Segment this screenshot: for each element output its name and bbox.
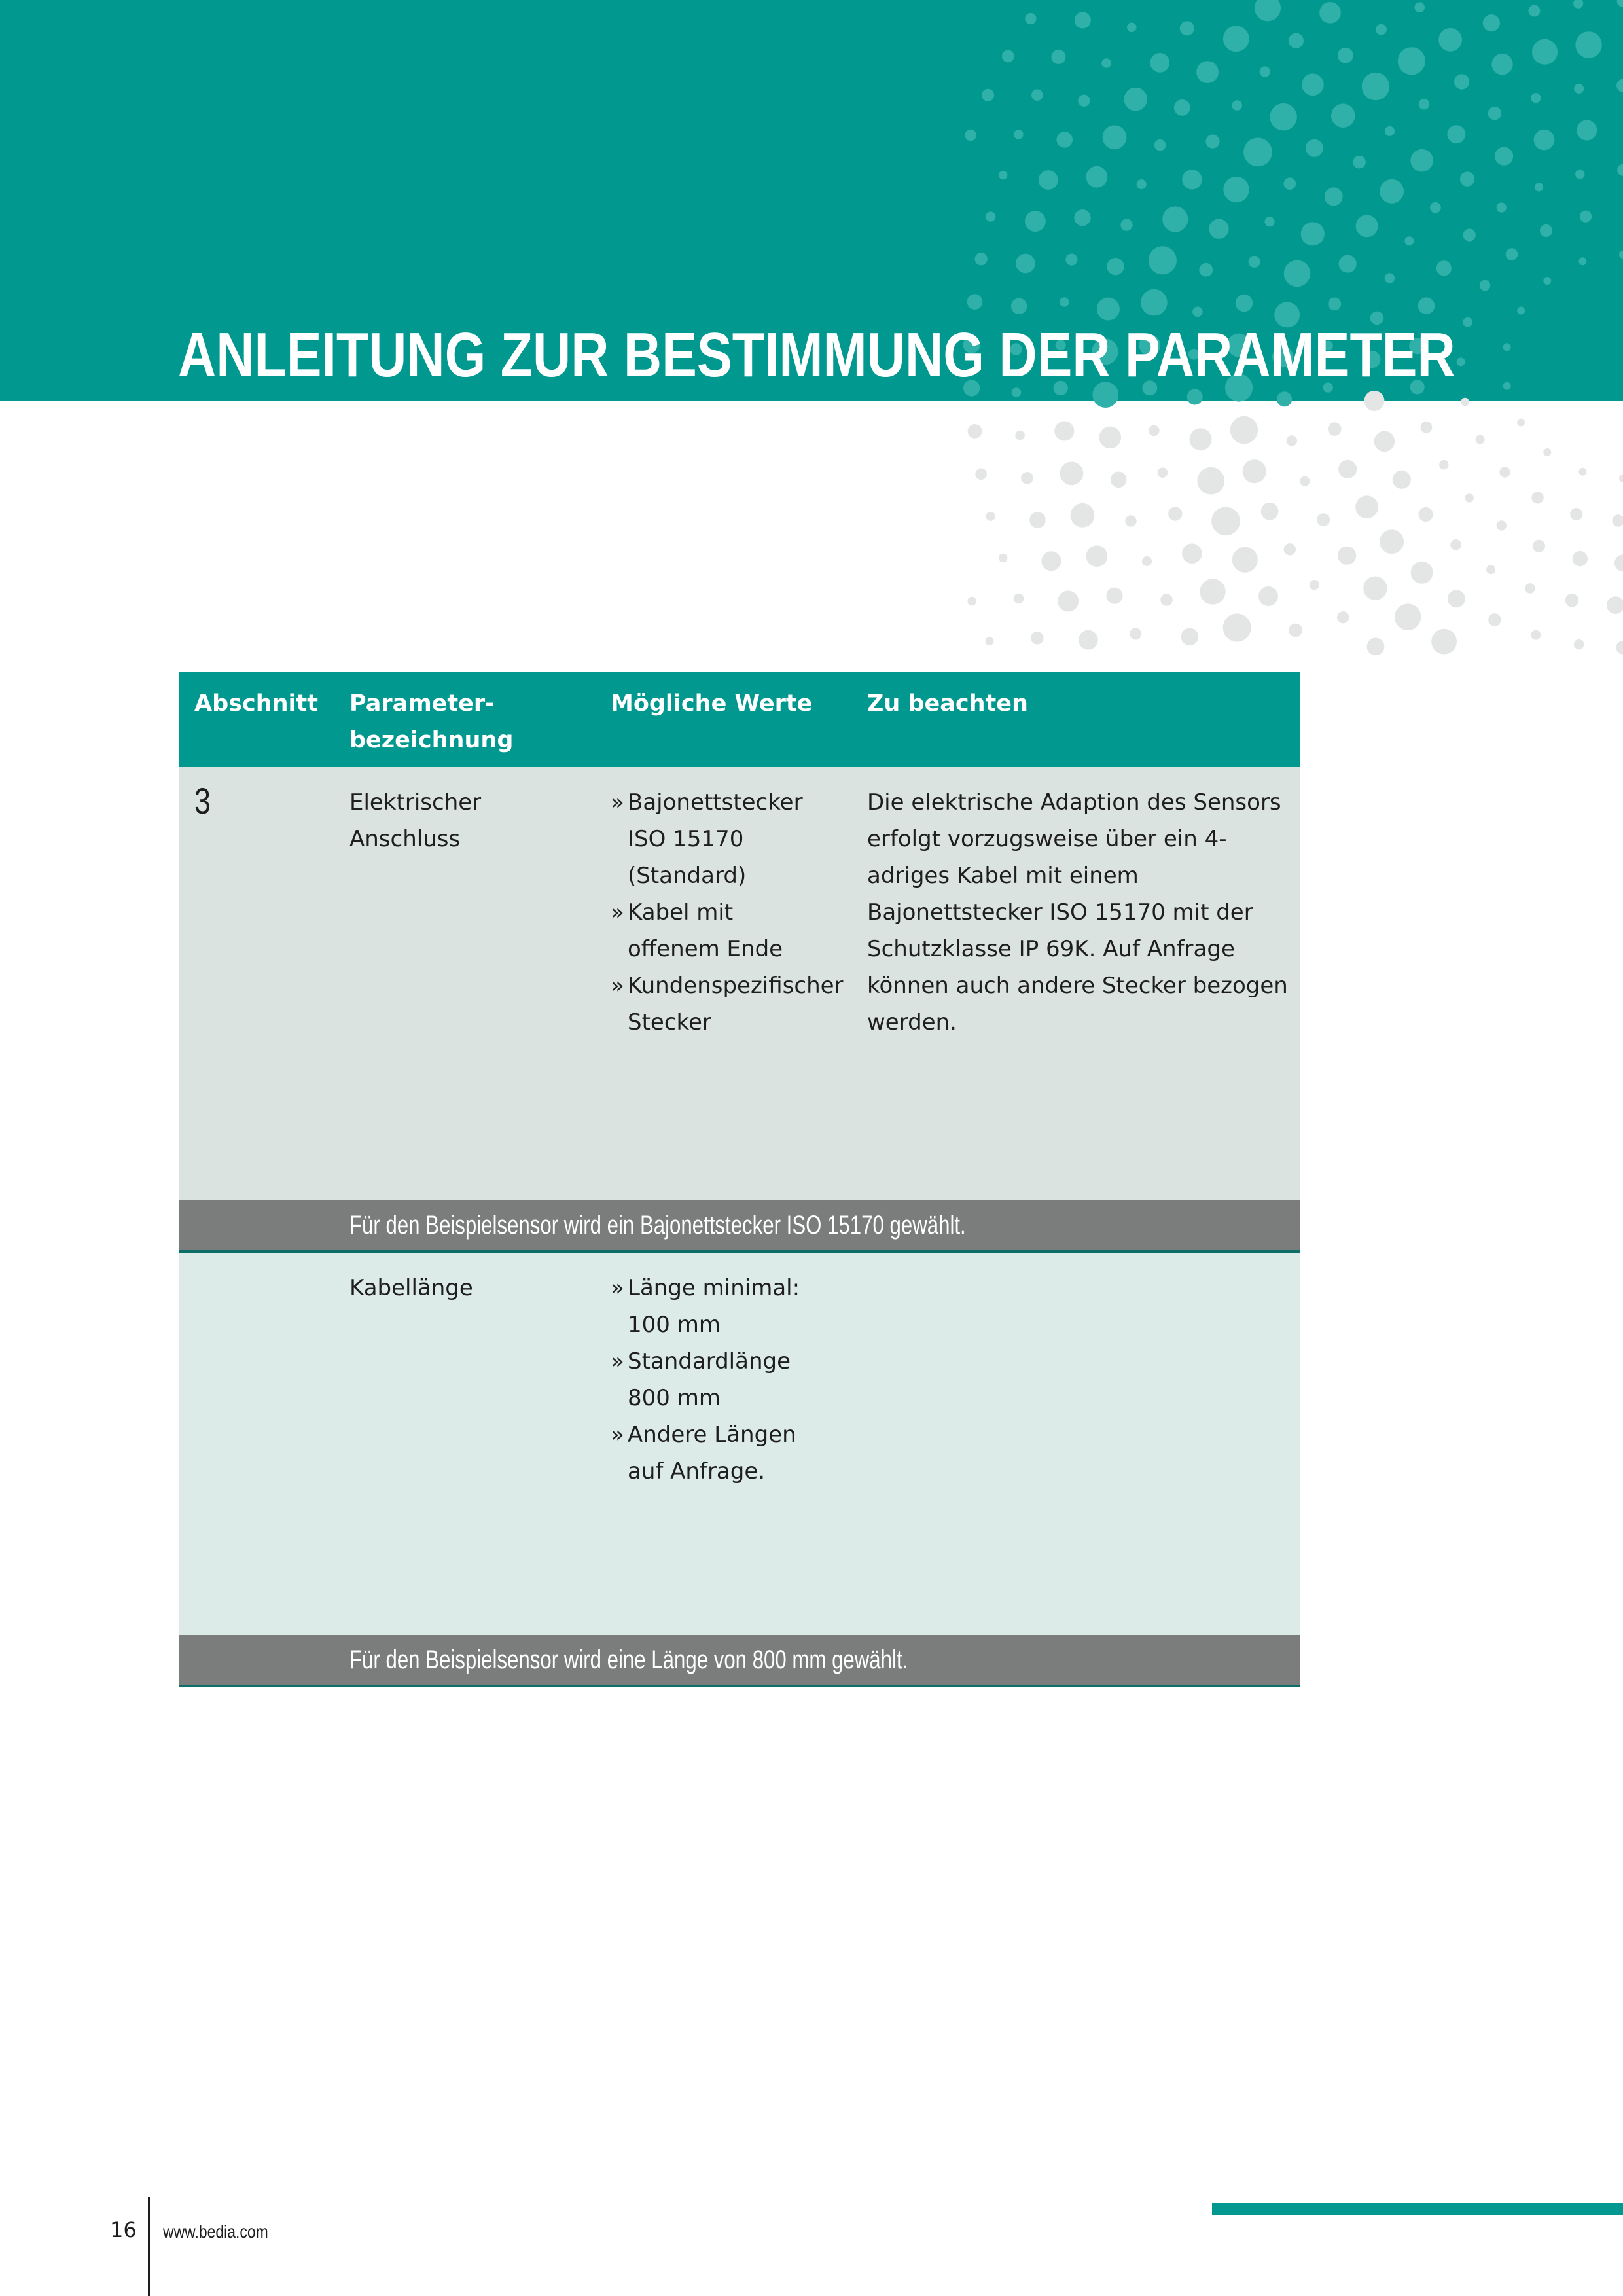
decorative-dot [1029,512,1046,528]
decorative-dot [1488,107,1501,120]
decorative-dot [1107,258,1124,275]
decorative-dot [1079,630,1098,650]
parameter-table [179,672,1300,1687]
decorative-dot [1060,297,1069,307]
decorative-dot [1041,551,1061,571]
decorative-dot [1364,391,1385,411]
footer-url: www.bedia.com [163,2221,268,2242]
decorative-dot [1534,130,1555,151]
decorative-dot [1531,93,1541,103]
decorative-dot [1168,507,1182,520]
decorative-dot [1421,422,1433,433]
decorative-dot [1419,507,1433,522]
decorative-dot [1310,580,1319,590]
table-row [179,767,1300,1200]
decorative-dot [1056,132,1073,148]
decorative-dot [1570,508,1582,520]
list-item [611,1416,859,1490]
decorative-dot [1302,73,1324,96]
decorative-dot [968,424,982,439]
decorative-dot [1258,586,1278,606]
decorative-dot [1410,149,1433,172]
decorative-dot [1284,543,1296,555]
decorative-dot [1617,164,1623,176]
decorative-dot [1142,556,1152,566]
decorative-dot [1578,468,1586,476]
values-cell [611,784,859,1041]
decorative-dot [999,554,1007,562]
decorative-dot [1463,229,1476,242]
list-item [611,894,859,967]
decorative-dot [974,253,987,265]
value-text: Andere Längen auf Anfrage. [628,1422,796,1484]
decorative-dot [1457,357,1465,366]
decorative-dot [1065,254,1077,266]
list-item [611,967,859,1041]
values-cell [611,1270,859,1490]
decorative-dot [1099,427,1122,449]
decorative-dot [1300,476,1310,486]
decorative-dot [1014,594,1024,604]
decorative-dot [1211,507,1240,535]
decorative-dot [1111,472,1127,488]
decorative-dot [1078,95,1090,107]
decorative-dot [1565,594,1579,607]
decorative-dot [1317,513,1330,526]
decorative-dot [1607,596,1623,614]
decorative-dot [1031,89,1043,101]
decorative-dot [1190,428,1212,450]
decorative-dot [1328,422,1342,436]
decorative-dot [965,130,976,141]
decorative-dot [1533,540,1545,552]
decorative-dot [1543,448,1551,456]
decorative-dot [1436,260,1452,276]
decorative-dot [1031,632,1044,645]
page-number: 16 [110,2217,137,2242]
decorative-dot [1363,577,1387,600]
decorative-dot [1517,419,1525,427]
decorative-dot [1182,543,1202,564]
decorative-dot [1289,33,1304,48]
decorative-dot [1016,254,1035,274]
decorative-dot [1187,389,1203,405]
decorative-dot [1385,273,1395,283]
decorative-dot [1260,66,1270,77]
decorative-dot [1448,590,1465,607]
decorative-dot [1025,211,1046,232]
decorative-dot [1106,588,1122,604]
decorative-dot [1431,629,1457,655]
decorative-dot [1325,187,1343,206]
decorative-dot [986,211,995,221]
decorative-dot [1385,126,1395,136]
decorative-dot [1223,26,1249,52]
decorative-dot [1517,307,1525,315]
decorative-dot [1447,125,1465,143]
decorative-dot [1149,246,1177,274]
decorative-dot [1380,179,1404,204]
decorative-dot [1616,641,1623,655]
decorative-dot [1149,425,1159,436]
decorative-dot [1331,103,1355,128]
bullet-marker: » [611,1275,624,1301]
decorative-dot [1531,492,1543,503]
decorative-dot [1160,594,1173,606]
decorative-dot [1619,475,1623,482]
decorative-dot [1054,422,1074,441]
table-row [179,1253,1300,1635]
decorative-dot [1476,435,1485,444]
decorative-dot [1236,295,1253,312]
decorative-dot [1284,260,1311,287]
decorative-dot [1367,638,1385,656]
bullet-marker: » [611,973,624,999]
decorative-dot [1411,562,1433,584]
value-text: Kundenspezifischer Stecker [628,973,844,1035]
decorative-dot [1025,13,1036,24]
decorative-dot [1574,84,1584,94]
decorative-dot [1011,298,1027,314]
decorative-dot [1483,14,1500,31]
decorative-dot [1616,79,1623,92]
decorative-dot [1209,219,1228,239]
decorative-dot [1525,583,1535,594]
decorative-dot [1535,183,1543,191]
decorative-dot [1580,211,1592,223]
decorative-dot [1182,170,1202,189]
decorative-dot [1395,603,1421,630]
decorative-dot [1287,435,1297,446]
decorative-dot [1270,103,1297,131]
decorative-dot [1450,539,1461,550]
header-notes: Zu beachten [867,691,1028,717]
decorative-dot [1497,203,1507,213]
page-title: ANLEITUNG ZUR BESTIMMUNG DER PARAMETER [178,320,1455,390]
decorative-dot [1243,138,1272,167]
list-item [611,784,859,894]
decorative-dot [1497,520,1507,530]
decorative-dot [1398,47,1425,75]
decorative-dot [1306,139,1323,157]
decorative-dot [1362,73,1389,100]
decorative-dot [1419,99,1430,110]
decorative-dot [1338,547,1356,565]
example-note-text: Für den Beispielsensor wird eine Länge von 800 mm gewählt. [349,1645,908,1674]
decorative-dot [1180,21,1194,35]
value-text: Bajonettstecker ISO 15170 (Standard) [628,789,803,889]
decorative-dot [1243,459,1266,483]
decorative-dot [1154,139,1166,151]
decorative-dot [1255,0,1281,21]
decorative-dot [1181,628,1199,646]
footer-divider [148,2197,150,2296]
example-note [179,1635,1300,1687]
notes-text: Die elektrische Adaption des Sensors erfolgt vorzugsweise über ein 4-adriges Kabel mit einem Bajonettstecker ISO 15170 mit der Schutzklasse IP 69K. Auf Anfrage können auch andere Stecker bezogen werden. [867,789,1288,1035]
decorative-dot [1162,206,1188,232]
decorative-dot [1380,529,1404,554]
decorative-dot [1488,613,1501,626]
decorative-dot [1074,209,1090,226]
decorative-dot [1404,236,1414,245]
decorative-dot [1506,248,1518,260]
decorative-dot [1289,624,1302,637]
decorative-dot [1060,462,1084,486]
decorative-dot [1356,215,1378,237]
decorative-dot [1196,61,1219,83]
decorative-dot [1301,222,1325,245]
decorative-dot [1353,156,1366,169]
header-values: Mögliche Werte [611,691,813,717]
decorative-dot [1058,591,1079,612]
decorative-dot [1454,74,1469,89]
bullet-marker: » [611,899,624,925]
bullet-marker: » [611,789,624,816]
decorative-dot [982,89,994,101]
decorative-dot [1337,611,1349,623]
decorative-dot [1503,382,1511,390]
decorative-dot [1414,2,1425,12]
parameter-name: Elektrischer Anschluss [349,789,482,852]
decorative-dot [1438,28,1462,52]
footer-accent-bar [1212,2203,1623,2215]
decorative-dot [1249,256,1260,268]
decorative-dot [1495,147,1513,166]
decorative-dot [1619,251,1623,259]
decorative-dot [1532,39,1558,65]
decorative-dot [1120,219,1132,230]
decorative-dot [1617,0,1623,7]
decorative-dot [1528,5,1540,17]
decorative-dot [1338,48,1353,63]
decorative-dot [1223,613,1251,641]
decorative-dot [1573,0,1583,9]
decorative-dot [1021,472,1033,484]
decorative-dot [1086,166,1108,188]
decorative-dot [1339,255,1357,273]
value-text: Kabel mit offenem Ende [628,899,783,962]
decorative-dot [1430,202,1441,213]
decorative-dot [1039,170,1058,190]
decorative-dot [1614,554,1623,571]
decorative-dot [1461,398,1469,406]
list-item [611,1270,859,1343]
decorative-dot [1101,58,1111,68]
decorative-dot [1199,263,1213,277]
decorative-dot [1355,495,1378,518]
values-list [611,1270,859,1490]
decorative-dot [1232,547,1258,573]
decorative-dot [1575,170,1584,179]
decorative-dot [1338,460,1357,478]
decorative-dot [1130,628,1141,640]
decorative-dot [1578,257,1586,265]
decorative-dot [1141,289,1168,316]
example-note [179,1200,1300,1253]
decorative-dot [1574,639,1584,649]
decorative-dot [1543,277,1551,285]
decorative-dot [1328,298,1341,311]
decorative-dot [1192,307,1203,317]
decorative-dot [1174,99,1190,116]
decorative-dot [1491,54,1512,75]
decorative-dot [1051,50,1065,64]
decorative-dot [1540,224,1552,237]
decorative-dot [1577,120,1597,141]
decorative-dot [1150,53,1169,73]
decorative-dot [1223,177,1249,202]
decorative-dot [1284,177,1296,190]
decorative-dot [1086,545,1108,567]
decorative-dot [1014,130,1023,139]
decorative-dot [1015,431,1025,440]
decorative-dot [1319,2,1341,24]
values-list [611,784,859,1041]
decorative-dot [967,294,983,310]
header-parameter: Parameter- bezeichnung [349,691,514,753]
decorative-dot [1205,135,1219,149]
decorative-dot [1002,50,1014,63]
decorative-dot [1265,217,1275,226]
decorative-dot [1465,493,1474,502]
decorative-dot [1125,515,1136,526]
example-note-text: Für den Beispielsensor wird ein Bajonettstecker ISO 15170 gewählt. [349,1211,966,1240]
decorative-dot [1124,88,1147,111]
table-header [179,672,1300,767]
parameter-name: Kabellänge [349,1275,473,1301]
decorative-dot [1127,23,1137,33]
decorative-dot [1200,579,1225,604]
decorative-dot [1503,343,1511,351]
decorative-dot [1573,551,1588,566]
list-item [611,1343,859,1416]
decorative-dot [1071,503,1095,528]
header-section: Abschnitt [194,691,319,717]
decorative-dot [1460,171,1474,186]
value-text: Länge minimal: 100 mm [628,1275,800,1338]
decorative-dot [1486,565,1495,574]
decorative-dot [1137,179,1147,189]
decorative-dot [1575,31,1602,58]
bullet-marker: » [611,1422,624,1448]
decorative-dot [1261,503,1279,520]
decorative-dot [1374,431,1395,452]
value-text: Standardlänge 800 mm [628,1348,791,1411]
decorative-dot [999,171,1007,179]
decorative-dot [1393,471,1411,489]
decorative-dot [1531,630,1541,640]
decorative-dot [1103,125,1127,149]
decorative-dot [1097,298,1120,321]
decorative-dot [1480,280,1491,291]
decorative-dot [1158,467,1168,478]
decorative-dot [1612,514,1623,526]
decorative-dot [1418,297,1435,314]
decorative-dot [1277,391,1292,406]
decorative-dot [1463,317,1472,327]
decorative-dot [1197,467,1224,495]
decorative-dot [986,512,995,521]
decorative-dot [1230,416,1258,444]
decorative-dot [1075,12,1091,28]
decorative-dot [1232,100,1242,111]
decorative-dot [975,469,987,480]
decorative-dot [967,597,976,606]
decorative-dot [1439,460,1448,469]
decorative-dot [986,637,994,645]
decorative-dot [1376,24,1387,35]
bullet-marker: » [611,1348,624,1374]
decorative-dot [1499,467,1510,477]
section-number: 3 [194,780,211,821]
